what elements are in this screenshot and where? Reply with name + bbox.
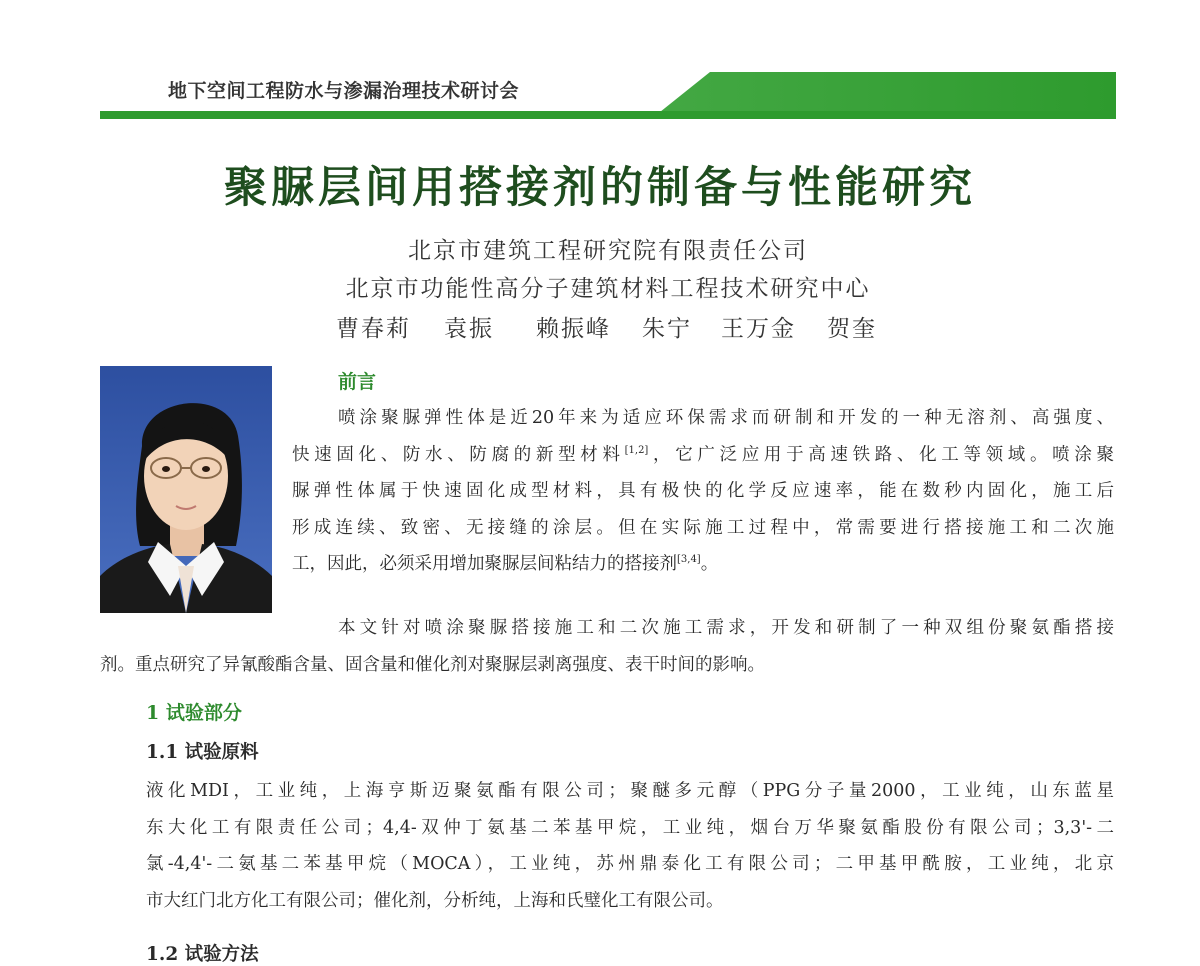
text-line: 液化MDI，工业纯，上海亨斯迈聚氨酯有限公司；聚醚多元醇（PPG分子量2000，工业纯，山东蓝星 <box>146 781 1114 801</box>
affiliation-1: 北京市建筑工程研究院有限责任公司 <box>408 238 808 264</box>
text-line <box>292 437 1114 474</box>
subsection-heading-1-2: 1.2 试验方法 <box>146 944 259 965</box>
conference-title: 地下空间工程防水与渗漏治理技术研讨会 <box>168 80 520 102</box>
text-segment: 工，因此，必须采用增加聚脲层间粘结力的搭接剂 <box>292 554 677 575</box>
portrait-icon <box>100 366 272 613</box>
conference-header <box>100 68 1116 122</box>
text-line: 本文针对喷涂聚脲搭接施工和二次施工需求，开发和研制了一种双组份聚氨酯搭接 <box>338 618 1114 638</box>
author-name: 袁振 <box>444 316 494 342</box>
text-line: 东大化工有限责任公司；4,4-双仲丁氨基二苯基甲烷，工业纯，烟台万华聚氨酯股份有限公司；3,3'-二 <box>146 817 1114 838</box>
text-line: 市大红门北方化工有限公司；催化剂，分析纯，上海和氏璧化工有限公司。 <box>146 890 724 911</box>
paper-title: 聚脲层间用搭接剂的制备与性能研究 <box>224 163 976 213</box>
text-line: 脲弹性体属于快速固化成型材料，具有极快的化学反应速率，能在数秒内固化，施工后 <box>292 481 1114 502</box>
author-name: 朱宁 <box>642 316 692 342</box>
author-name: 曹春莉 <box>336 316 411 342</box>
section-heading-intro: 前言 <box>338 371 377 393</box>
subsection-heading-1-1: 1.1 试验原料 <box>146 742 259 763</box>
section-heading-1: 1 试验部分 <box>146 702 242 724</box>
text-line: 剂。重点研究了异氰酸酯含量、固含量和催化剂对聚脲层剥离强度、表干时间的影响。 <box>100 654 765 675</box>
author-name: 王万金 <box>721 316 796 342</box>
materials-paragraph <box>146 773 1114 919</box>
author-portrait <box>100 366 272 613</box>
affiliation-2: 北京市功能性高分子建筑材料工程技术研究中心 <box>345 276 871 302</box>
text-segment: 。 <box>700 554 719 575</box>
intro-paragraph-1 <box>292 400 1114 583</box>
author-list <box>336 310 896 346</box>
text-line: 氯-4,4'-二氨基二苯基甲烷（MOCA），工业纯，苏州鼎泰化工有限公司；二甲基甲酰胺，工业纯，北京 <box>146 854 1114 875</box>
text-line <box>292 546 1114 583</box>
citation-ref: [1,2] <box>624 444 649 456</box>
text-line: 喷涂聚脲弹性体是近20年来为适应环保需求而研制和开发的一种无溶剂、高强度、 <box>338 408 1114 428</box>
text-segment: ，它广泛应用于高速铁路、化工等领域。喷涂聚 <box>648 444 1115 465</box>
author-name: 贺奎 <box>827 316 877 342</box>
text-segment: 快速固化、防水、防腐的新型材料 <box>292 444 625 465</box>
intro-paragraph-2 <box>100 610 1114 683</box>
author-name: 赖振峰 <box>536 316 611 342</box>
text-line: 形成连续、致密、无接缝的涂层。但在实际施工过程中，常需要进行搭接施工和二次施 <box>292 517 1114 538</box>
citation-ref: [3,4] <box>677 554 701 566</box>
